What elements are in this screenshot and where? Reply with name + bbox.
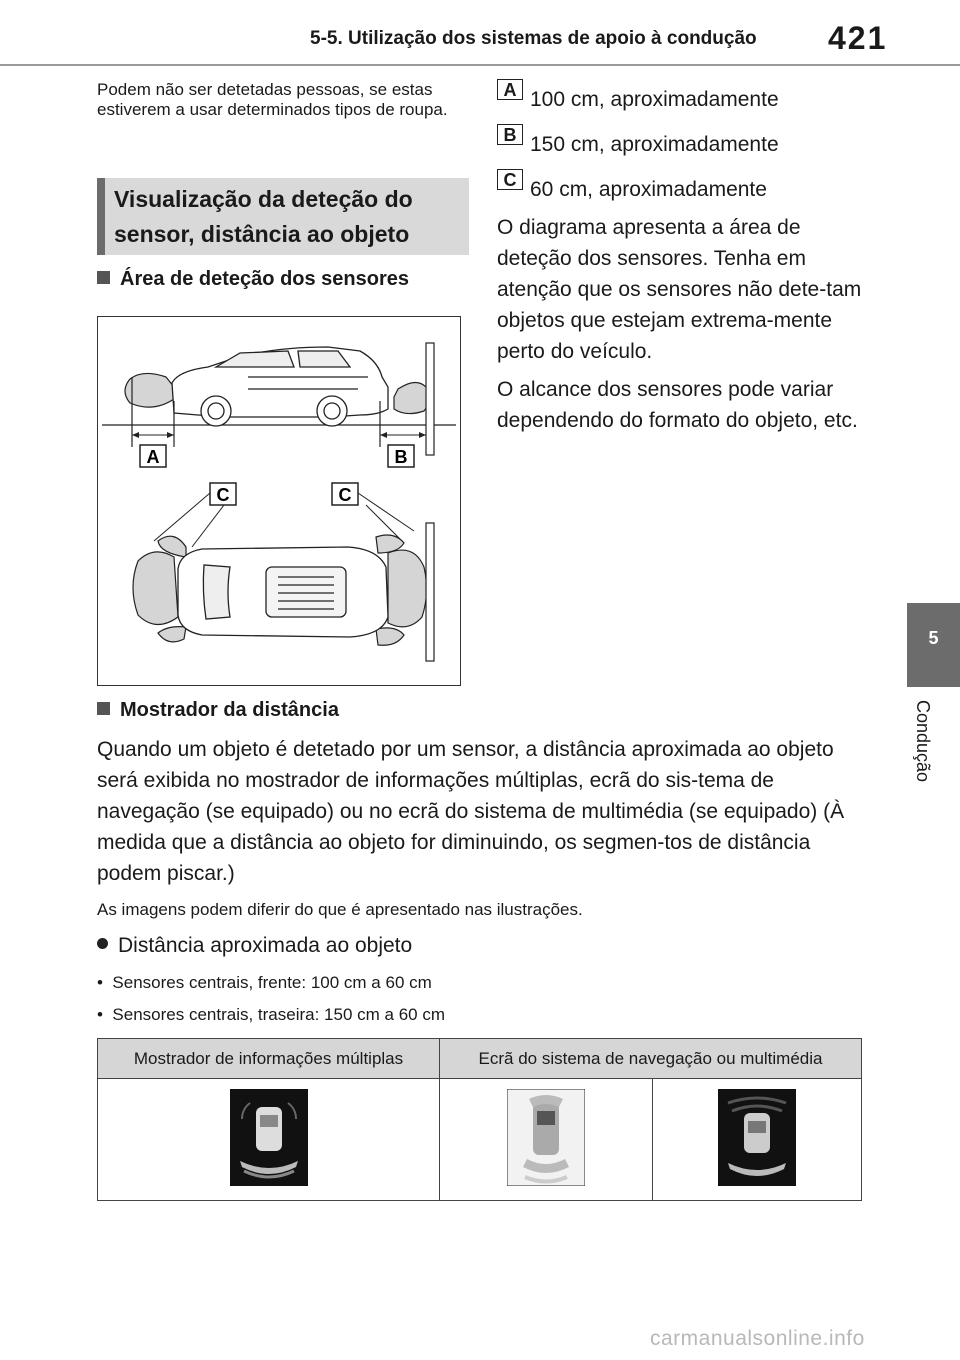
tag-c-front bbox=[210, 483, 236, 505]
chapter-tab-number: 5 bbox=[928, 628, 939, 648]
section-heading: Visualização da deteção do sensor, distância ao objeto bbox=[114, 186, 413, 247]
table-cell-nav-display-1 bbox=[440, 1079, 653, 1201]
list-item: • Sensores centrais, traseira: 150 cm a 60 cm bbox=[97, 1005, 445, 1024]
tag-c-rear bbox=[332, 483, 358, 505]
subheading-detection-area bbox=[97, 268, 409, 291]
tag-c-front-text: C bbox=[216, 485, 230, 505]
list-item-text: Sensores centrais, traseira: 150 cm a 60 cm bbox=[112, 1005, 445, 1024]
legend-tag-a: A bbox=[497, 79, 523, 100]
front-detection-area-top bbox=[133, 552, 178, 625]
wall-side bbox=[426, 343, 434, 455]
sensor-detection-diagram bbox=[97, 316, 461, 686]
bullet-heading-text: Distância aproximada ao objeto bbox=[118, 934, 413, 957]
watermark: carmanualsonline.info bbox=[650, 1327, 865, 1350]
subheading-distance-display bbox=[97, 699, 339, 722]
note-paragraph: Podem não ser detetadas pessoas, se estas estiverem a usar determinados tipos de roupa. bbox=[97, 80, 448, 119]
rear-detection-area-side bbox=[394, 382, 430, 413]
tag-c-rear-text: C bbox=[338, 485, 352, 505]
diagram-svg bbox=[98, 317, 460, 685]
tag-a bbox=[140, 445, 166, 467]
subheading-text: Mostrador da distância bbox=[120, 699, 339, 721]
subheading-text: Área de deteção dos sensores bbox=[120, 268, 410, 290]
tag-b bbox=[388, 445, 414, 467]
tag-a-text: A bbox=[146, 447, 160, 467]
chapter-tab-label: Condução bbox=[913, 700, 933, 783]
legend-tag-c: C bbox=[497, 169, 523, 190]
legend-item-b bbox=[497, 125, 779, 157]
diagram-explanation-paragraph: O diagrama apresenta a área de deteção dos sensores. Tenha em atenção que os sensores não dete-tam objetos que estejam extrema-mente perto do veículo. bbox=[497, 216, 862, 363]
nav-screen-icon bbox=[507, 1089, 585, 1186]
section-header-title: 5-5. Utilização dos sistemas de apoio à condução bbox=[310, 28, 757, 49]
table-header-nav: Ecrã do sistema de navegação ou multimédia bbox=[440, 1039, 862, 1079]
table-cell-nav-display-2 bbox=[653, 1079, 862, 1201]
distance-display-paragraph: Quando um objeto é detetado por um sensor, a distância aproximada ao objeto será exibida no mostrador de informações múltiplas, ecrã do sis-tema de navegação (se equipado) ou no ecrã do sistema de multimédia (se equipado) (À medida que a distância ao objeto for diminuindo, os segmen-tos de distância podem piscar.) bbox=[97, 738, 845, 885]
table-header-row bbox=[98, 1039, 862, 1079]
legend-text-a: 100 cm, aproximadamente bbox=[530, 88, 779, 111]
car-side-view-icon bbox=[172, 347, 388, 426]
list-item-text: Sensores centrais, frente: 100 cm a 60 cm bbox=[112, 973, 432, 992]
table-cell-mid-display bbox=[98, 1079, 440, 1201]
legend-text-b: 150 cm, aproximadamente bbox=[530, 133, 779, 156]
car-top-view-icon bbox=[178, 547, 388, 637]
illustration-note: As imagens podem diferir do que é apresentado nas ilustrações. bbox=[97, 900, 583, 919]
bullet-heading bbox=[97, 934, 412, 958]
table-header-mid: Mostrador de informações múltiplas bbox=[98, 1039, 440, 1079]
tag-b-text: B bbox=[394, 447, 408, 467]
square-bullet-icon bbox=[97, 271, 110, 284]
table-row bbox=[98, 1079, 862, 1201]
rear-detection-area-top bbox=[388, 550, 427, 627]
list-item: • Sensores centrais, frente: 100 cm a 60 cm bbox=[97, 973, 432, 992]
legend-text-c: 60 cm, aproximadamente bbox=[530, 178, 767, 201]
header-divider bbox=[0, 64, 960, 66]
mid-screen-icon bbox=[230, 1089, 308, 1186]
legend-item-c bbox=[497, 170, 767, 202]
multimedia-screen-icon bbox=[718, 1089, 796, 1186]
display-comparison-table bbox=[97, 1038, 862, 1201]
wall-top bbox=[426, 523, 434, 661]
legend-tag-b: B bbox=[497, 124, 523, 145]
round-bullet-icon bbox=[97, 938, 108, 949]
legend-item-a bbox=[497, 80, 779, 112]
square-bullet-icon bbox=[97, 702, 110, 715]
page-number: 421 bbox=[828, 20, 888, 56]
sensor-range-paragraph: O alcance dos sensores pode variar dependendo do formato do objeto, etc. bbox=[497, 378, 858, 432]
